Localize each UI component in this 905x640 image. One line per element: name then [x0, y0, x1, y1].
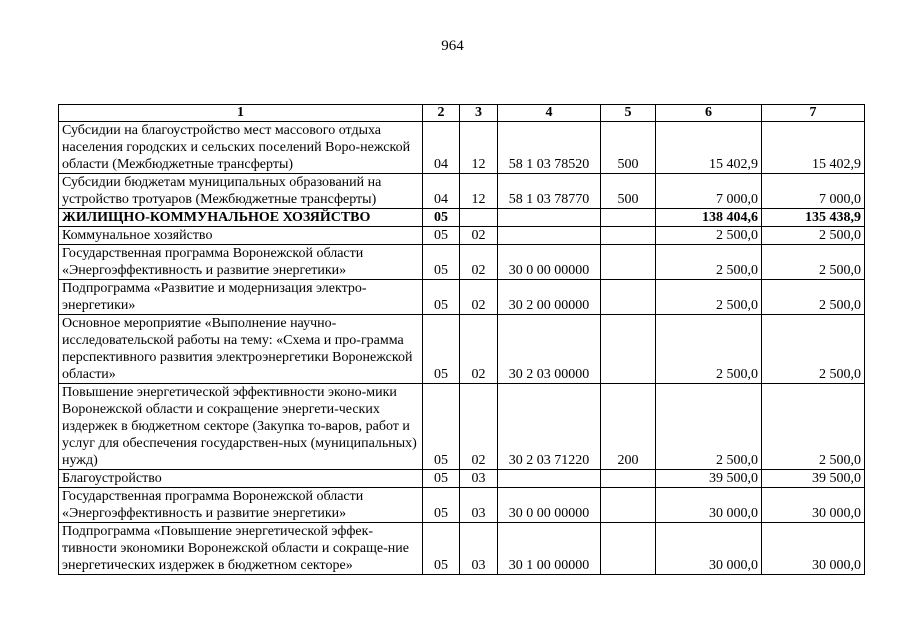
amount-year-1: 2 500,0 — [656, 245, 762, 280]
section-code: 05 — [423, 315, 460, 384]
amount-year-2: 2 500,0 — [762, 227, 865, 245]
target-article-code: 30 1 00 00000 — [498, 523, 601, 575]
column-header: 5 — [601, 105, 656, 122]
section-code: 05 — [423, 245, 460, 280]
table-row — [59, 315, 865, 384]
table-row — [59, 488, 865, 523]
target-article-code: 30 2 03 00000 — [498, 315, 601, 384]
target-article-code: 30 0 00 00000 — [498, 245, 601, 280]
amount-year-2: 2 500,0 — [762, 280, 865, 315]
budget-table — [58, 104, 865, 575]
amount-year-1: 39 500,0 — [656, 470, 762, 488]
amount-year-1: 138 404,6 — [656, 209, 762, 227]
target-article-code: 58 1 03 78520 — [498, 122, 601, 174]
row-description: Благоустройство — [59, 470, 423, 488]
amount-year-2: 30 000,0 — [762, 488, 865, 523]
row-description: Государственная программа Воронежской области «Энергоэффективность и развитие энергетики» — [59, 488, 423, 523]
table-row — [59, 384, 865, 470]
subsection-code: 03 — [460, 488, 498, 523]
amount-year-1: 30 000,0 — [656, 523, 762, 575]
subsection-code: 02 — [460, 384, 498, 470]
column-header: 3 — [460, 105, 498, 122]
expense-type-code — [601, 209, 656, 227]
target-article-code: 58 1 03 78770 — [498, 174, 601, 209]
amount-year-2: 15 402,9 — [762, 122, 865, 174]
column-header: 7 — [762, 105, 865, 122]
target-article-code: 30 0 00 00000 — [498, 488, 601, 523]
table-row — [59, 122, 865, 174]
table-row — [59, 523, 865, 575]
section-code: 05 — [423, 227, 460, 245]
table-row — [59, 174, 865, 209]
row-description: Основное мероприятие «Выполнение научно-исследовательской работы на тему: «Схема и про-грамма перспективного развития электроэнергетики Воронежской области» — [59, 315, 423, 384]
expense-type-code: 500 — [601, 174, 656, 209]
expense-type-code — [601, 488, 656, 523]
row-description: Подпрограмма «Повышение энергетической эффек-тивности экономики Воронежской области и сокраще-ние энергетических издержек в бюджетном секторе» — [59, 523, 423, 575]
amount-year-2: 2 500,0 — [762, 315, 865, 384]
table-row — [59, 470, 865, 488]
subsection-code: 02 — [460, 227, 498, 245]
subsection-code: 03 — [460, 523, 498, 575]
row-description: Государственная программа Воронежской области «Энергоэффективность и развитие энергетики» — [59, 245, 423, 280]
amount-year-1: 2 500,0 — [656, 227, 762, 245]
section-code: 04 — [423, 174, 460, 209]
expense-type-code: 500 — [601, 122, 656, 174]
table-row — [59, 227, 865, 245]
amount-year-2: 7 000,0 — [762, 174, 865, 209]
subsection-code — [460, 209, 498, 227]
expense-type-code — [601, 523, 656, 575]
amount-year-1: 2 500,0 — [656, 280, 762, 315]
expense-type-code — [601, 315, 656, 384]
target-article-code — [498, 227, 601, 245]
section-code: 05 — [423, 209, 460, 227]
amount-year-1: 30 000,0 — [656, 488, 762, 523]
row-description: Подпрограмма «Развитие и модернизация электро-энергетики» — [59, 280, 423, 315]
subsection-code: 02 — [460, 315, 498, 384]
column-header: 6 — [656, 105, 762, 122]
amount-year-2: 2 500,0 — [762, 245, 865, 280]
row-description: ЖИЛИЩНО-КОММУНАЛЬНОЕ ХОЗЯЙСТВО — [59, 209, 423, 227]
expense-type-code — [601, 227, 656, 245]
amount-year-2: 135 438,9 — [762, 209, 865, 227]
section-code: 04 — [423, 122, 460, 174]
section-code: 05 — [423, 384, 460, 470]
row-description: Субсидии на благоустройство мест массового отдыха населения городских и сельских поселений Воро-нежской области (Межбюджетные трансферты) — [59, 122, 423, 174]
amount-year-2: 30 000,0 — [762, 523, 865, 575]
column-header: 1 — [59, 105, 423, 122]
table-row — [59, 280, 865, 315]
amount-year-1: 7 000,0 — [656, 174, 762, 209]
row-description: Повышение энергетической эффективности эконо-мики Воронежской области и сокращение энергети-ческих издержек в бюджетном секторе (Закупка то-варов, работ и услуг для обеспечения государствен-ных (муниципальных) нужд) — [59, 384, 423, 470]
expense-type-code — [601, 280, 656, 315]
amount-year-1: 15 402,9 — [656, 122, 762, 174]
table-body — [59, 122, 865, 575]
target-article-code: 30 2 00 00000 — [498, 280, 601, 315]
section-code: 05 — [423, 470, 460, 488]
amount-year-2: 39 500,0 — [762, 470, 865, 488]
target-article-code — [498, 470, 601, 488]
subsection-code: 02 — [460, 245, 498, 280]
column-header: 4 — [498, 105, 601, 122]
expense-type-code — [601, 245, 656, 280]
section-code: 05 — [423, 523, 460, 575]
header-row — [59, 105, 865, 122]
subsection-code: 12 — [460, 174, 498, 209]
row-description: Коммунальное хозяйство — [59, 227, 423, 245]
page-number: 964 — [441, 38, 464, 54]
table-row — [59, 245, 865, 280]
row-description: Субсидии бюджетам муниципальных образований на устройство тротуаров (Межбюджетные трансферты) — [59, 174, 423, 209]
section-code: 05 — [423, 280, 460, 315]
subsection-code: 02 — [460, 280, 498, 315]
expense-type-code: 200 — [601, 384, 656, 470]
amount-year-1: 2 500,0 — [656, 315, 762, 384]
subsection-code: 12 — [460, 122, 498, 174]
amount-year-1: 2 500,0 — [656, 384, 762, 470]
amount-year-2: 2 500,0 — [762, 384, 865, 470]
subsection-code: 03 — [460, 470, 498, 488]
column-header: 2 — [423, 105, 460, 122]
target-article-code — [498, 209, 601, 227]
section-code: 05 — [423, 488, 460, 523]
target-article-code: 30 2 03 71220 — [498, 384, 601, 470]
table-row — [59, 209, 865, 227]
expense-type-code — [601, 470, 656, 488]
